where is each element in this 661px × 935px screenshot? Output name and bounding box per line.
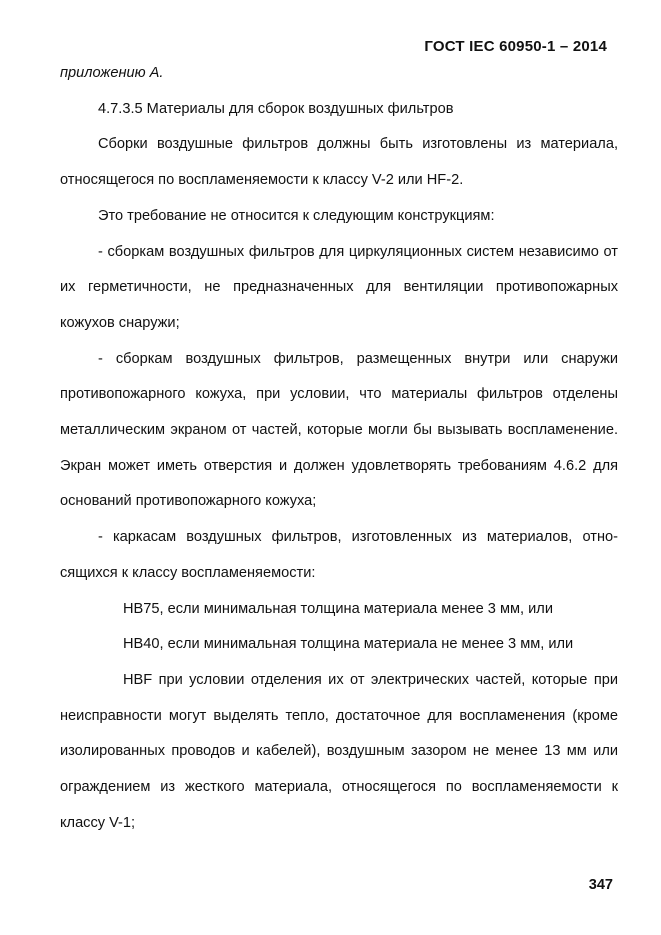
sub-item: HB40, если минимальная толщина материала не менее 3 мм, или <box>123 636 574 653</box>
page-number: 347 <box>588 877 613 893</box>
list-item: - сборкам воздушных фильтров, размещенных внутри или снаружи противопожарного кожуха, при условии, что материалы фильтров отделены металлическим экраном от частей, которые могли бы вызывать воспламенение. Экран может иметь отверстия и должен удовлетворять требованиям 4.6.2 для оснований противопожарного кожуха; <box>60 350 618 510</box>
document-header: ГОСТ IEC 60950-1 – 2014 <box>424 38 607 55</box>
sub-item: HBF при условии отделения их от электрических частей, которые при неисправности могут выделять тепло, достаточное для воспламенения (кроме изолированных проводов и кабелей), воздушным зазором не менее 13 мм или ограждением из жесткого материала, относящегося по воспламеняемости к классу V-1; <box>60 671 618 831</box>
document-body <box>60 56 618 841</box>
paragraph: Это требование не относится к следующим конструкциям: <box>98 207 495 224</box>
list-item: - сборкам воздушных фильтров для циркуляционных систем независимо от их герметичности, не предназначенных для вентиляции противопожарных кожухов снаружи; <box>60 243 618 331</box>
list-item: - каркасам воздушных фильтров, изготовленных из материалов, относящихся к классу воспламеняемости: <box>60 529 618 581</box>
paragraph-continuation: приложению А. <box>60 65 164 81</box>
sub-item: HB75, если минимальная толщина материала менее 3 мм, или <box>123 600 553 617</box>
section-heading: 4.7.3.5 Материалы для сборок воздушных фильтров <box>98 100 454 117</box>
paragraph: Сборки воздушные фильтров должны быть изготовлены из материала, относящегося по воспламеняемости к классу V-2 или HF-2. <box>60 136 618 189</box>
